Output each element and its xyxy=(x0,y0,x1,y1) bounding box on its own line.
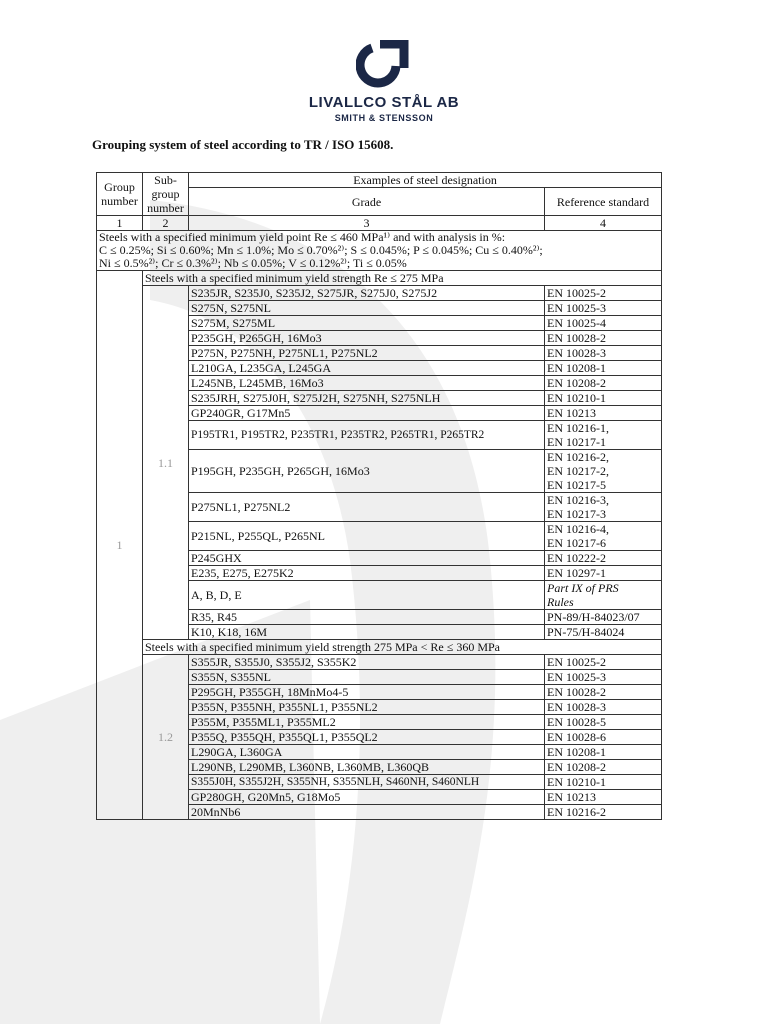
reference-cell: EN 10208-2 xyxy=(545,376,662,391)
description-line: Ni ≤ 0.5%²⁾; Cr ≤ 0.3%²⁾; Nb ≤ 0.05%; V ≤ 0.12%²⁾; Ti ≤ 0.05% xyxy=(99,256,407,270)
grade-cell: L290GA, L360GA xyxy=(189,745,545,760)
column-number-row xyxy=(97,216,662,231)
reference-line: EN 10216-1, xyxy=(547,421,609,435)
reference-cell: EN 10025-3 xyxy=(545,670,662,685)
column-number: 3 xyxy=(189,216,545,231)
grade-cell: GP280GH, G20Mn5, G18Mo5 xyxy=(189,790,545,805)
header-examples: Examples of steel designation xyxy=(189,173,662,188)
grade-cell: P355N, P355NH, P355NL1, P355NL2 xyxy=(189,700,545,715)
reference-cell: EN 10025-4 xyxy=(545,316,662,331)
reference-cell: EN 10208-1 xyxy=(545,361,662,376)
grade-cell: GP240GR, G17Mn5 xyxy=(189,406,545,421)
company-logo xyxy=(300,40,468,97)
reference-line: EN 10217-1 xyxy=(547,435,606,449)
reference-cell xyxy=(545,522,662,551)
column-number: 4 xyxy=(545,216,662,231)
reference-cell: EN 10210-1 xyxy=(545,391,662,406)
reference-cell: EN 10222-2 xyxy=(545,551,662,566)
column-number: 2 xyxy=(143,216,189,231)
reference-cell: EN 10216-2 xyxy=(545,805,662,820)
reference-line: EN 10217-5 xyxy=(547,478,606,492)
grade-cell: P275NL1, P275NL2 xyxy=(189,493,545,522)
grade-cell: S275N, S275NL xyxy=(189,301,545,316)
reference-cell: EN 10213 xyxy=(545,406,662,421)
reference-cell: EN 10028-3 xyxy=(545,700,662,715)
reference-cell: EN 10028-6 xyxy=(545,730,662,745)
grade-cell: L290NB, L290MB, L360NB, L360MB, L360QB xyxy=(189,760,545,775)
reference-line: EN 10216-4, xyxy=(547,522,609,536)
reference-line: Rules xyxy=(547,595,574,609)
reference-cell: EN 10213 xyxy=(545,790,662,805)
reference-cell: PN-75/H-84024 xyxy=(545,625,662,640)
header-grade: Grade xyxy=(189,188,545,216)
reference-cell: EN 10025-3 xyxy=(545,301,662,316)
grade-cell: E235, E275, E275K2 xyxy=(189,566,545,581)
grade-cell: P355Q, P355QH, P355QL1, P355QL2 xyxy=(189,730,545,745)
reference-cell: EN 10297-1 xyxy=(545,566,662,581)
reference-line: EN 10217-3 xyxy=(547,507,606,521)
reference-cell: EN 10025-2 xyxy=(545,286,662,301)
header-subgroup-number: Sub-group number xyxy=(143,173,189,216)
grade-cell: P355M, P355ML1, P355ML2 xyxy=(189,715,545,730)
grade-cell: P245GHX xyxy=(189,551,545,566)
grade-cell: P275N, P275NH, P275NL1, P275NL2 xyxy=(189,346,545,361)
reference-cell: PN-89/H-84023/07 xyxy=(545,610,662,625)
logo-mark-icon xyxy=(356,40,412,92)
grade-cell: S355JR, S355J0, S355J2, S355K2 xyxy=(189,655,545,670)
reference-cell xyxy=(545,421,662,450)
section-title-row xyxy=(97,271,662,286)
reference-cell: EN 10028-2 xyxy=(545,331,662,346)
grade-cell: S235JRH, S275J0H, S275J2H, S275NH, S275NLH xyxy=(189,391,545,406)
group-description-row xyxy=(97,231,662,271)
table-row xyxy=(97,655,662,670)
grade-cell: P295GH, P355GH, 18MnMo4-5 xyxy=(189,685,545,700)
grade-cell: P195GH, P235GH, P265GH, 16Mo3 xyxy=(189,450,545,493)
steel-grouping-table xyxy=(96,172,662,820)
reference-cell: EN 10028-3 xyxy=(545,346,662,361)
table-row xyxy=(97,286,662,301)
section-title: Steels with a specified minimum yield strength Re ≤ 275 MPa xyxy=(143,271,662,286)
grade-cell: P235GH, P265GH, 16Mo3 xyxy=(189,331,545,346)
grade-cell: R35, R45 xyxy=(189,610,545,625)
grade-cell: P215NL, P255QL, P265NL xyxy=(189,522,545,551)
reference-cell: EN 10210-1 xyxy=(545,775,662,790)
reference-line: EN 10217-2, xyxy=(547,464,609,478)
reference-cell xyxy=(545,450,662,493)
grade-cell: S355N, S355NL xyxy=(189,670,545,685)
header-group-number: Group number xyxy=(97,173,143,216)
description-line: Steels with a specified minimum yield point Re ≤ 460 MPa¹⁾ and with analysis in %: xyxy=(99,230,506,244)
grade-cell: K10, K18, 16M xyxy=(189,625,545,640)
grade-cell: 20MnNb6 xyxy=(189,805,545,820)
section-title-row xyxy=(97,640,662,655)
grade-cell: L210GA, L235GA, L245GA xyxy=(189,361,545,376)
grade-cell: A, B, D, E xyxy=(189,581,545,610)
reference-cell: EN 10028-2 xyxy=(545,685,662,700)
section-title: Steels with a specified minimum yield strength 275 MPa < Re ≤ 360 MPa xyxy=(143,640,662,655)
group-number-cell: 1 xyxy=(97,271,143,820)
reference-cell: EN 10028-5 xyxy=(545,715,662,730)
grade-cell: S235JR, S235J0, S235J2, S275JR, S275J0, S275J2 xyxy=(189,286,545,301)
reference-line: EN 10216-3, xyxy=(547,493,609,507)
company-tagline: SMITH & STENSSON xyxy=(334,113,434,123)
company-name: LIVALLCO STÅL AB xyxy=(308,94,460,111)
reference-cell: EN 10208-1 xyxy=(545,745,662,760)
description-line: C ≤ 0.25%; Si ≤ 0.60%; Mn ≤ 1.0%; Mo ≤ 0.70%²⁾; S ≤ 0.045%; P ≤ 0.045%; Cu ≤ 0.40%²⁾; xyxy=(99,243,543,257)
column-number: 1 xyxy=(97,216,143,231)
subgroup-number-cell: 1.2 xyxy=(143,655,189,820)
reference-line: EN 10217-6 xyxy=(547,536,606,550)
reference-cell xyxy=(545,493,662,522)
header-reference-standard: Reference standard xyxy=(545,188,662,216)
reference-line: EN 10216-2, xyxy=(547,450,609,464)
subgroup-number-cell: 1.1 xyxy=(143,286,189,640)
reference-line: Part IX of PRS xyxy=(547,581,619,595)
grade-cell: S355J0H, S355J2H, S355NH, S355NLH, S460NH, S460NLH xyxy=(189,775,545,790)
reference-cell xyxy=(545,581,662,610)
grade-cell: P195TR1, P195TR2, P235TR1, P235TR2, P265TR1, P265TR2 xyxy=(189,421,545,450)
table-header-row xyxy=(97,173,662,188)
grade-cell: S275M, S275ML xyxy=(189,316,545,331)
document-title: Grouping system of steel according to TR / ISO 15608. xyxy=(92,137,394,152)
group-description xyxy=(97,231,662,271)
grade-cell: L245NB, L245MB, 16Mo3 xyxy=(189,376,545,391)
reference-cell: EN 10208-2 xyxy=(545,760,662,775)
reference-cell: EN 10025-2 xyxy=(545,655,662,670)
